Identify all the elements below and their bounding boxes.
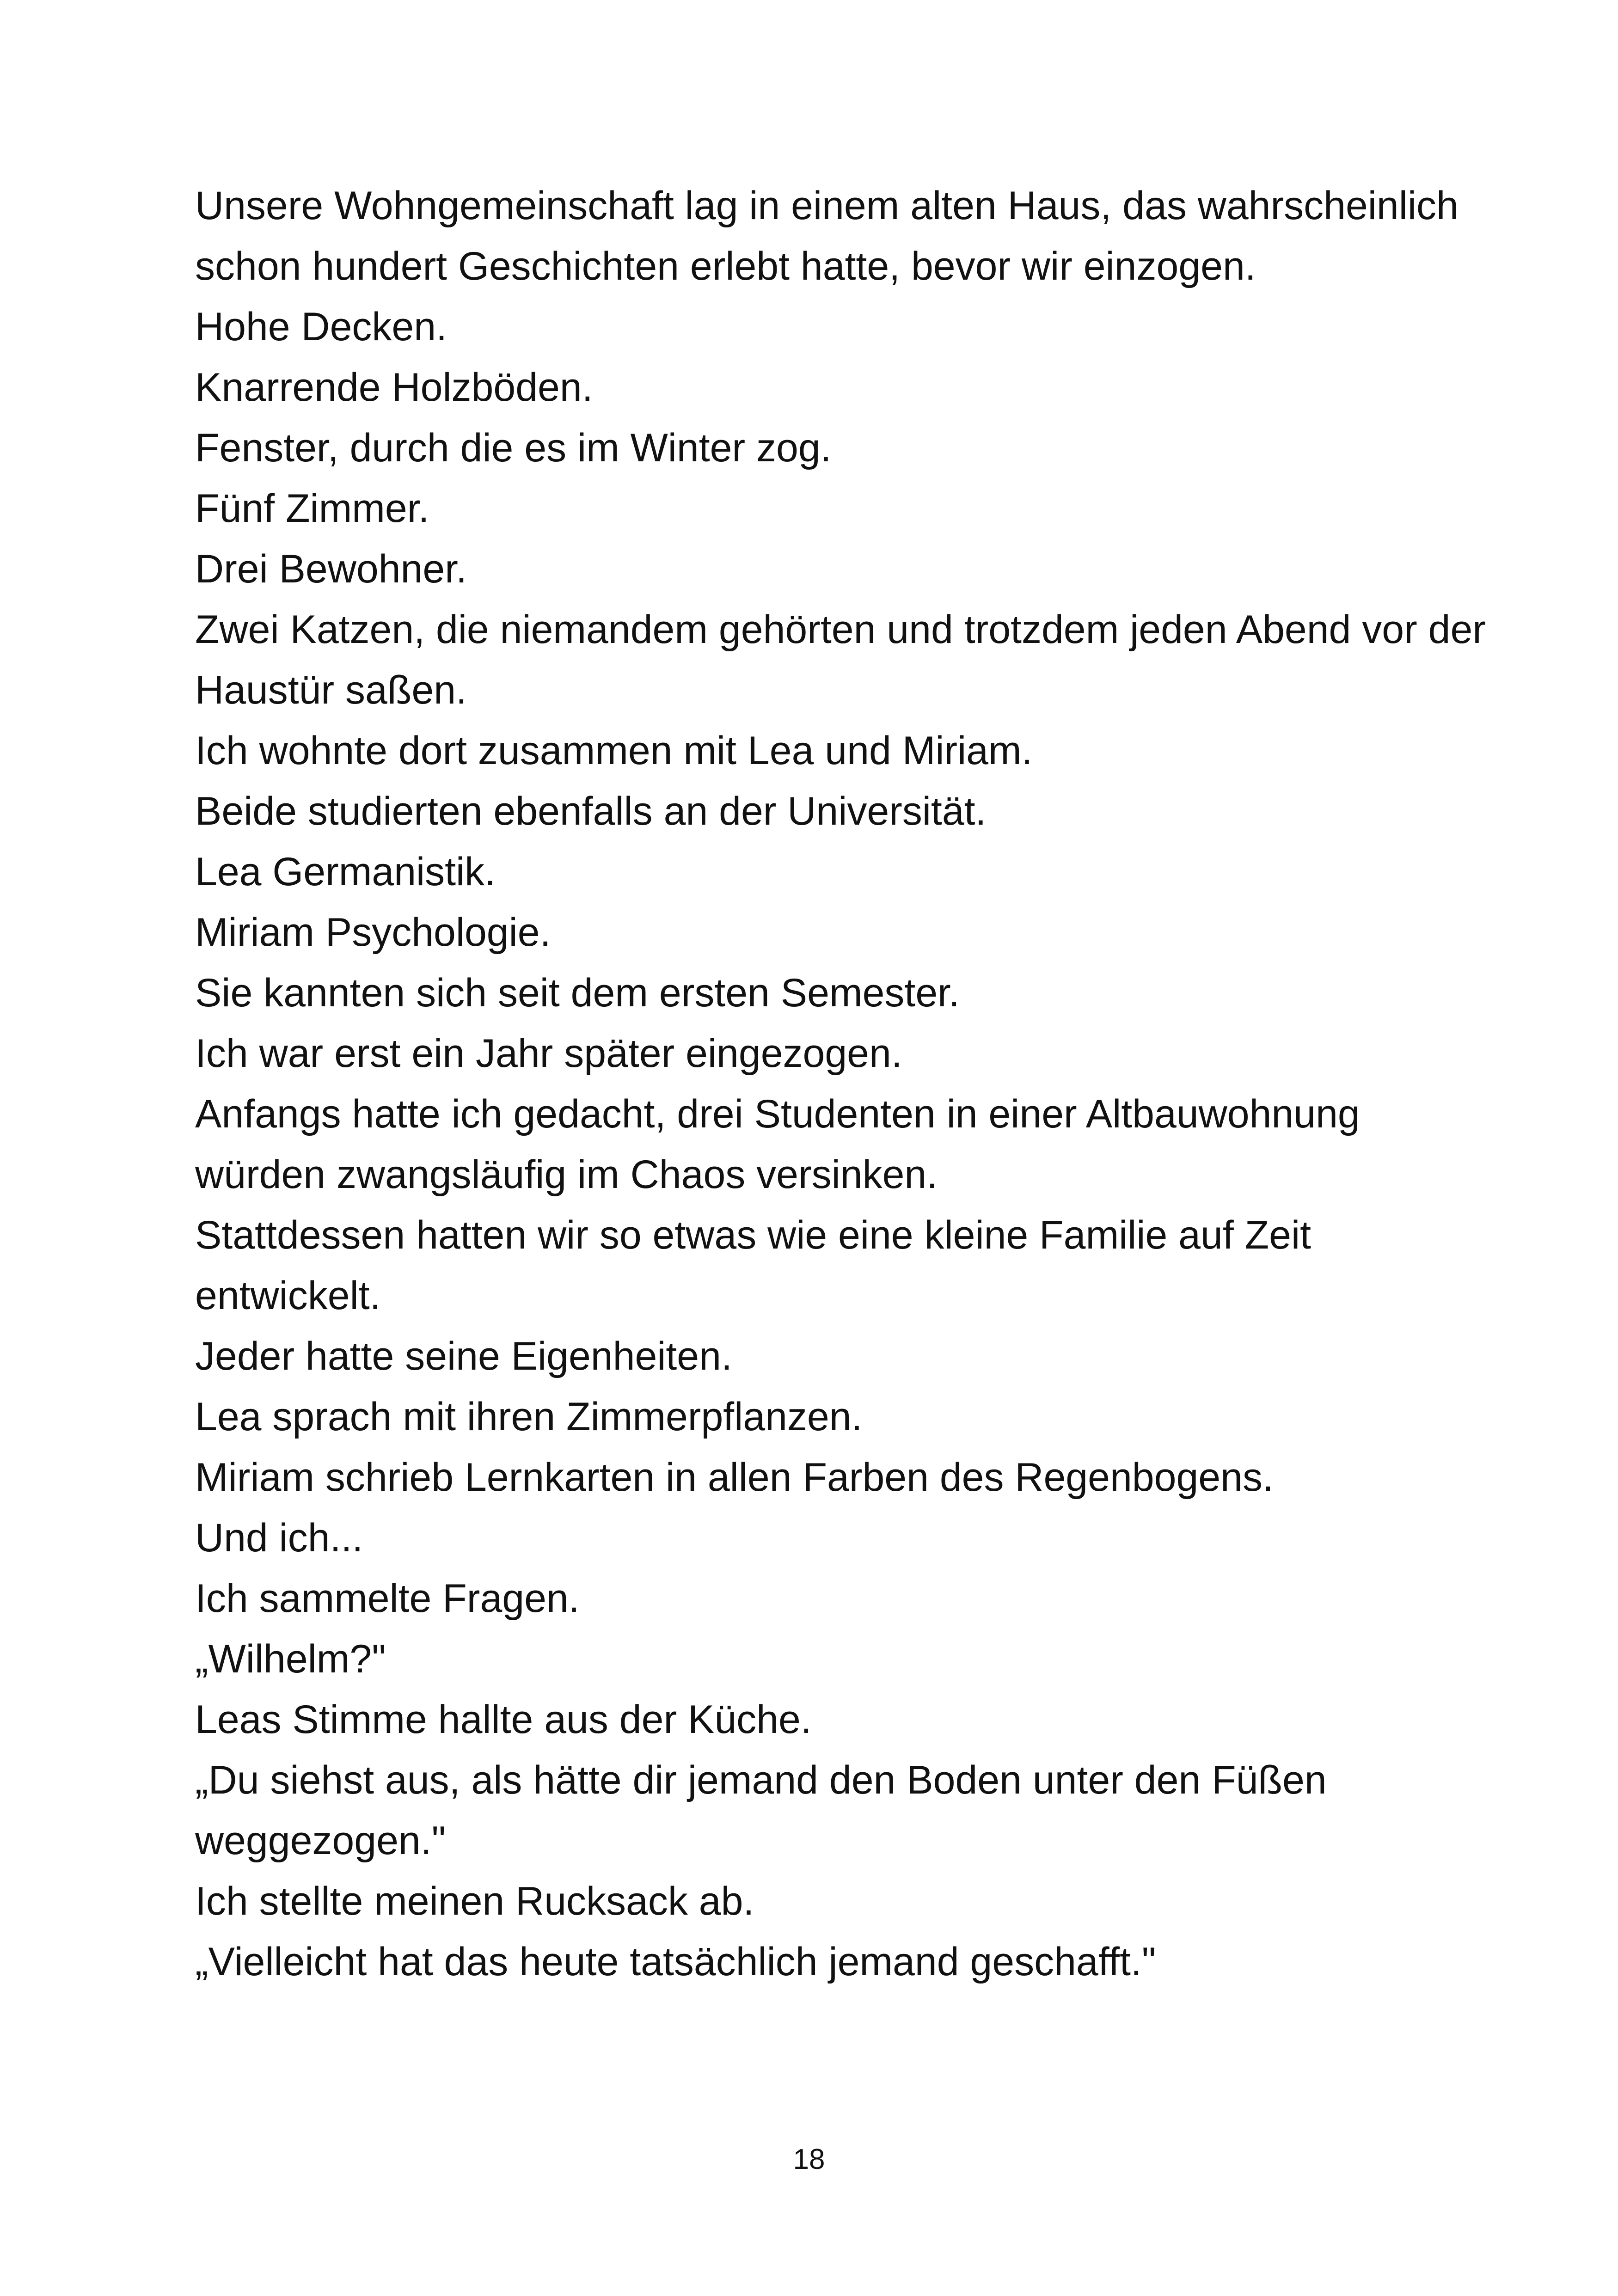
body-text — [195, 176, 1499, 1992]
paragraph: Miriam Psychologie. — [195, 910, 551, 955]
paragraph: Sie kannten sich seit dem ersten Semester. — [195, 971, 960, 1015]
paragraph: Jeder hatte seine Eigenheiten. — [195, 1334, 732, 1378]
paragraph: Lea sprach mit ihren Zimmerpflanzen. — [195, 1395, 863, 1439]
paragraph: Leas Stimme hallte aus der Küche. — [195, 1697, 812, 1742]
paragraph: Zwei Katzen, die niemandem gehörten und trotzdem jeden Abend vor der Haustür saßen. — [195, 607, 1486, 712]
paragraph: Beide studierten ebenfalls an der Universität. — [195, 789, 987, 833]
dialogue-line: „Wilhelm?" — [195, 1637, 386, 1681]
paragraph: Lea Germanistik. — [195, 850, 496, 894]
paragraph: Ich war erst ein Jahr später eingezogen. — [195, 1031, 902, 1076]
paragraph: Fenster, durch die es im Winter zog. — [195, 426, 832, 470]
paragraph: Fünf Zimmer. — [195, 486, 429, 531]
paragraph: Miriam schrieb Lernkarten in allen Farben des Regenbogens. — [195, 1455, 1274, 1500]
paragraph: Ich sammelte Fragen. — [195, 1576, 580, 1621]
dialogue-line: „Vielleicht hat das heute tatsächlich jemand geschafft." — [195, 1940, 1156, 1984]
dialogue-line: „Du siehst aus, als hätte dir jemand den Boden unter den Füßen weggezogen." — [195, 1758, 1327, 1863]
paragraph: Knarrende Holzböden. — [195, 365, 593, 410]
paragraph: Unsere Wohngemeinschaft lag in einem alten Haus, das wahrscheinlich schon hundert Geschichten erlebt hatte, bevor wir einzogen. — [195, 184, 1459, 288]
paragraph: Und ich... — [195, 1516, 363, 1560]
page-number: 18 — [793, 2143, 825, 2175]
paragraph: Drei Bewohner. — [195, 547, 467, 591]
paragraph: Anfangs hatte ich gedacht, drei Studenten in einer Altbauwohnung würden zwangsläufig im Chaos versinken. — [195, 1092, 1360, 1197]
paragraph: Stattdessen hatten wir so etwas wie eine kleine Familie auf Zeit entwickelt. — [195, 1213, 1311, 1318]
paragraph: Ich stellte meinen Rucksack ab. — [195, 1879, 754, 1923]
paragraph: Ich wohnte dort zusammen mit Lea und Miriam. — [195, 729, 1033, 773]
paragraph: Hohe Decken. — [195, 305, 447, 349]
